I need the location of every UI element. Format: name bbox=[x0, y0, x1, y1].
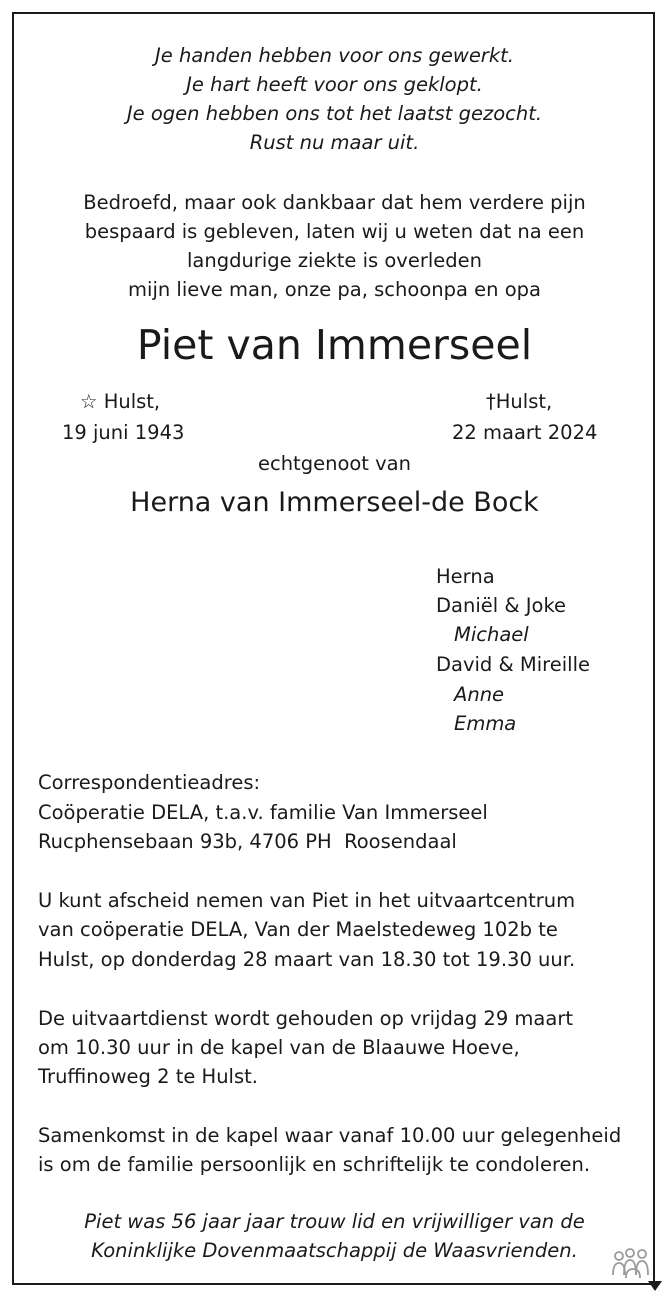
death-place: Hulst, bbox=[495, 390, 553, 413]
correspondence-label: Correspondentieadres: bbox=[38, 771, 261, 794]
grandchild: Anne bbox=[454, 683, 505, 706]
family-member: Herna bbox=[436, 565, 495, 588]
spouse-intro: echtgenoot van bbox=[257, 452, 411, 475]
farewell-line: Hulst, op donderdag 28 maart van 18.30 tot 19.30 uur. bbox=[38, 948, 576, 971]
spouse-name: Herna van Immerseel-de Bock bbox=[130, 487, 539, 518]
announcement-line: bespaard is gebleven, laten wij u weten dat na een bbox=[84, 220, 585, 243]
death-date: 22 maart 2024 bbox=[452, 421, 598, 444]
deceased-name: Piet van Immerseel bbox=[136, 321, 533, 369]
service-line: Truffinoweg 2 te Hulst. bbox=[38, 1065, 258, 1088]
birth-place-line bbox=[80, 387, 160, 416]
poem-line: Je ogen hebben ons tot het laatst gezocht. bbox=[126, 102, 543, 125]
poem-line: Je hart heeft voor ons geklopt. bbox=[186, 73, 483, 96]
service-line: om 10.30 uur in de kapel van de Blaauwe Hoeve, bbox=[38, 1036, 520, 1059]
star-icon: ☆ bbox=[80, 390, 98, 413]
gathering-line: is om de familie persoonlijk en schriftelijk te condoleren. bbox=[38, 1153, 591, 1176]
family-member: Daniël & Joke bbox=[436, 594, 567, 617]
cross-icon: † bbox=[486, 390, 496, 413]
birth-date: 19 juni 1943 bbox=[62, 421, 185, 444]
closing-line: Koninklijke Dovenmaatschappij de Waasvrienden. bbox=[91, 1239, 578, 1262]
gathering-line: Samenkomst in de kapel waar vanaf 10.00 uur gelegenheid bbox=[38, 1124, 622, 1147]
death-place-line bbox=[486, 387, 552, 416]
grandchild: Michael bbox=[454, 623, 529, 646]
correspondence-line: Coöperatie DELA, t.a.v. familie Van Immerseel bbox=[38, 801, 488, 824]
poem-line: Je handen hebben voor ons gewerkt. bbox=[155, 44, 514, 67]
announcement-line: mijn lieve man, onze pa, schoonpa en opa bbox=[128, 278, 541, 301]
farewell-line: van coöperatie DELA, Van der Maelstedeweg 102b te bbox=[38, 918, 558, 941]
correspondence-line: Rucphensebaan 93b, 4706 PH Roosendaal bbox=[38, 830, 457, 853]
service-line: De uitvaartdienst wordt gehouden op vrijdag 29 maart bbox=[38, 1007, 573, 1030]
announcement-line: Bedroefd, maar ook dankbaar dat hem verdere pijn bbox=[83, 191, 586, 214]
closing-line: Piet was 56 jaar jaar trouw lid en vrijwilliger van de bbox=[84, 1210, 585, 1233]
farewell-line: U kunt afscheid nemen van Piet in het uitvaartcentrum bbox=[38, 889, 576, 912]
grandchild: Emma bbox=[454, 712, 517, 735]
announcement-line: langdurige ziekte is overleden bbox=[186, 249, 483, 272]
arrow-down-icon bbox=[647, 1279, 663, 1293]
family-member: David & Mireille bbox=[436, 653, 590, 676]
poem-line: Rust nu maar uit. bbox=[249, 131, 420, 154]
birth-place: Hulst, bbox=[103, 390, 161, 413]
